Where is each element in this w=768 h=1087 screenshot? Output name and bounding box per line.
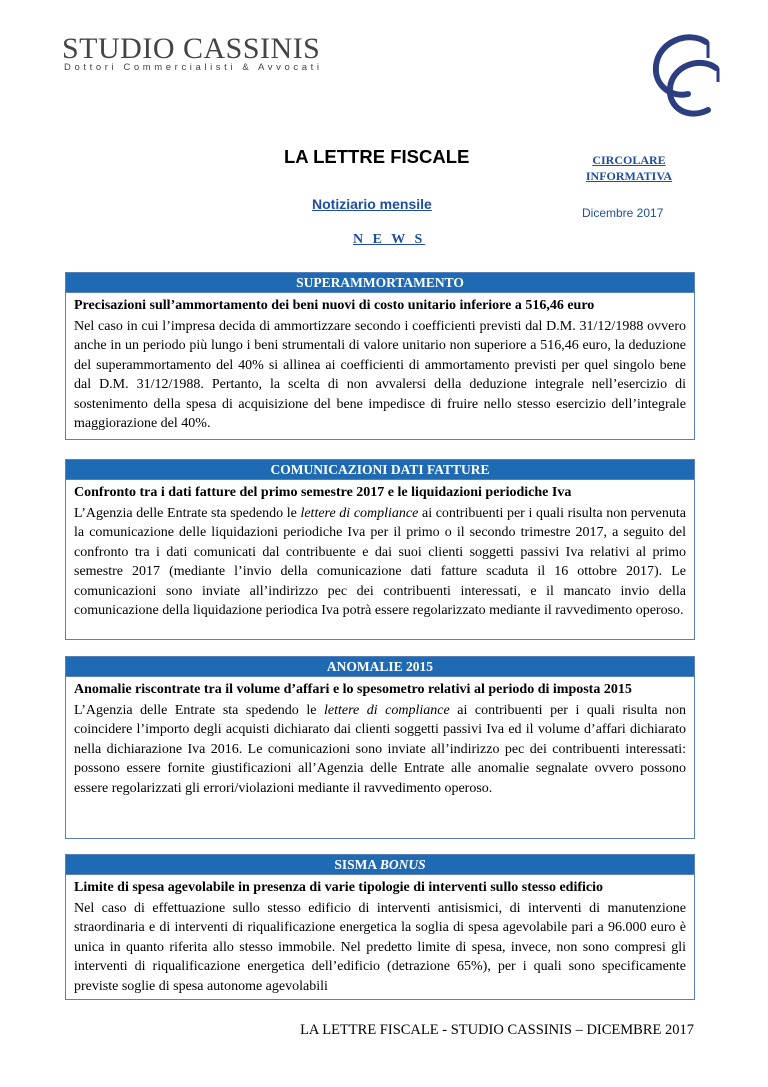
section-subheading: Precisazioni sull’ammortamento dei beni nuovi di costo unitario inferiore a 516,46 euro bbox=[74, 298, 595, 313]
heading-emphasis: BONUS bbox=[379, 857, 426, 872]
section-text bbox=[74, 701, 686, 799]
section-subheading: Confronto tra i dati fatture del primo semestre 2017 e le liquidazioni periodiche Iva bbox=[74, 485, 572, 500]
section-heading bbox=[66, 855, 694, 875]
section-heading: ANOMALIE 2015 bbox=[66, 657, 694, 677]
section-text bbox=[74, 504, 686, 621]
text-part: L’Agenzia delle Entrate sta spedendo le bbox=[74, 702, 324, 718]
section-subheading: Anomalie riscontrate tra il volume d’affari e lo spesometro relativi al periodo di imposta 2015 bbox=[74, 682, 632, 697]
section-body bbox=[66, 293, 694, 436]
page-footer: LA LETTRE FISCALE - STUDIO CASSINIS – DICEMBRE 2017 bbox=[300, 1022, 694, 1038]
heading-part: SISMA bbox=[334, 857, 380, 872]
section-comunicazioni-dati-fatture bbox=[65, 459, 695, 640]
section-sisma-bonus bbox=[65, 854, 695, 1000]
section-text: Nel caso di effettuazione sullo stesso edificio di interventi antisismici, di interventi di manutenzione straordinaria e di interventi di riqualificazione energetica la soglia di spesa agevolabile pari a 96.000 euro è unica in quanto riferita allo stesso immobile. Nel predetto limite di spesa, invece, non sono compresi gli interventi di riqualificazione energetica dell’edificio (detrazione 65%), per i quali sono specificamente previste soglie di spesa autonome agevolabili bbox=[74, 900, 686, 994]
section-body bbox=[66, 677, 694, 800]
cc-logo-icon bbox=[648, 28, 722, 118]
section-heading: SUPERAMMORTAMENTO bbox=[66, 273, 694, 293]
section-superammortamento bbox=[65, 272, 695, 440]
text-emphasis: lettere di compliance bbox=[323, 702, 450, 718]
newsletter-subtitle: Notiziario mensile bbox=[312, 196, 432, 212]
section-subheading: Limite di spesa agevolabile in presenza di varie tipologie di interventi sullo stesso edificio bbox=[74, 880, 604, 895]
issue-date: Dicembre 2017 bbox=[582, 206, 664, 220]
news-label: N E W S bbox=[353, 232, 426, 247]
newsletter-title: LA LETTRE FISCALE bbox=[284, 146, 470, 167]
section-anomalie-2015 bbox=[65, 656, 695, 839]
section-text: Nel caso in cui l’impresa decida di ammortizzare secondo i coefficienti previsti dal D.M. 31/12/1988 ovvero anche in un periodo più lungo i beni strumentali di valore unitario non superiore a 516,46 euro, la deduzione del superammortamento del 40% si allinea ai coefficienti di ammortamento previsti per quel singolo bene dal D.M. 31/12/1988. Pertanto, la scelta di non avvalersi della deduzione integrale nell’esercizio di sostenimento della spesa di acquisizione del bene impedisce di fruire nello stesso esercizio dell’integrale maggiorazione del 40%. bbox=[74, 318, 686, 431]
section-body bbox=[66, 480, 694, 623]
section-body bbox=[66, 875, 694, 998]
text-part: ai contribuenti per i quali risulta non pervenuta la comunicazione delle liquidazioni periodiche Iva per il primo o il secondo trimestre 2017, a seguito del confronto tra i dati comunicati dal contribuente e dai suoi clienti soggetti passivi Iva relativi al primo semestre 2017 (mediante l’invio della comunicazione dati fatture scaduta il 16 ottobre 2017). Le comunicazioni sono inviate all’indirizzo pec dei contribuenti interessati, e il mancato invio della comunicazione della liquidazione periodica Iva potrà essere regolarizzato mediante il ravvedimento operoso. bbox=[74, 505, 687, 618]
brand-name: STUDIO CASSINIS bbox=[62, 32, 321, 65]
brand-tagline: Dottori Commercialisti & Avvocati bbox=[64, 62, 323, 73]
text-part: ai contribuenti per i quali risulta non coincidere l’importo degli acquisti dichiarato dai clienti soggetti passivi Iva ed il volume d’affari dichiarato nella dichiarazione Iva 2016. Le comunicazioni sono inviate all’indirizzo pec dei contribuenti interessati: possono essere fornite giustificazioni all’Agenzia delle Entrate alle anomalie segnalate ovvero possono essere regolarizzati gli errori/violazioni mediante il ravvedimento operoso. bbox=[74, 702, 686, 796]
text-emphasis: lettere di compliance bbox=[300, 505, 419, 521]
section-heading: COMUNICAZIONI DATI FATTURE bbox=[66, 460, 694, 480]
circolare-label: CIRCOLARE INFORMATIVA bbox=[585, 153, 673, 183]
text-part: L’Agenzia delle Entrate sta spedendo le bbox=[74, 505, 301, 521]
